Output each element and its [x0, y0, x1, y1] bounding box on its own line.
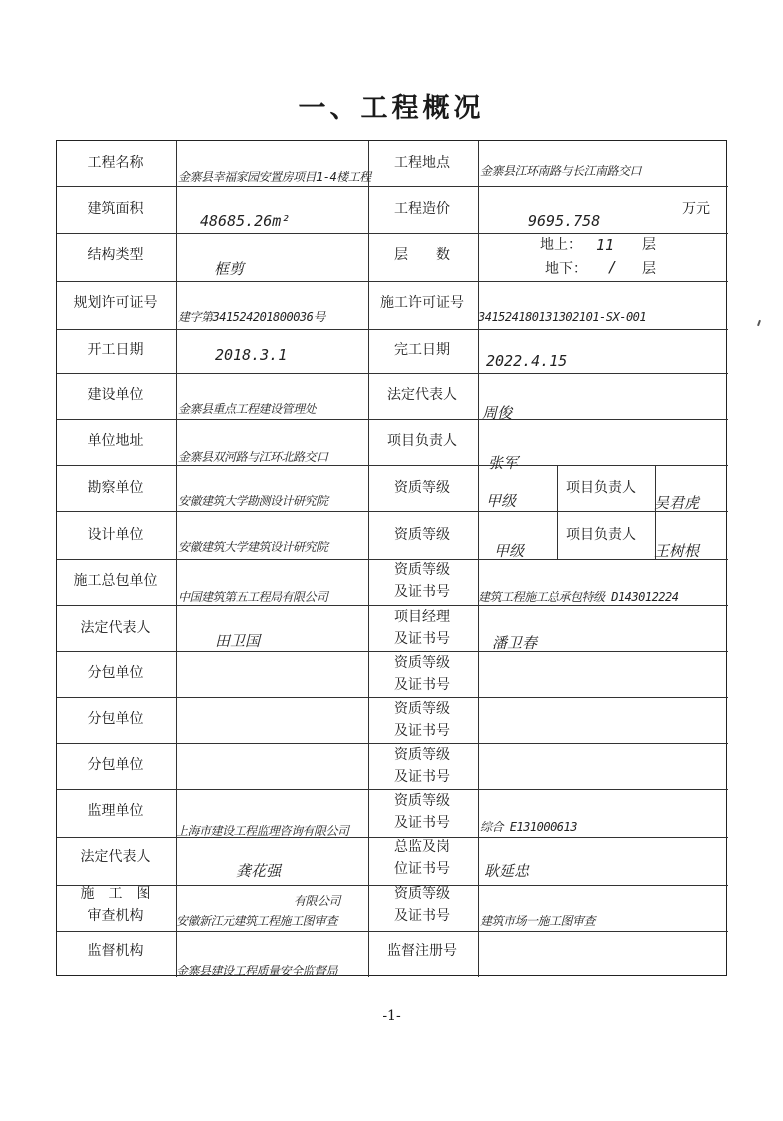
- value-location: 金寨县江环南路与长江南路交口: [480, 164, 642, 178]
- label-survey: 勘察单位: [87, 480, 144, 496]
- label-cost: 工程造价: [394, 201, 450, 217]
- value-gc-qual: 建筑工程施工总承包特级 D143012224: [478, 590, 679, 604]
- label-design-lead: 项目负责人: [566, 527, 636, 543]
- value-supervision-legal: 龚花强: [236, 862, 282, 880]
- label-pm-b: 及证书号: [394, 631, 450, 647]
- label-chief-b: 位证书号: [394, 861, 450, 877]
- label-sub1-qual-b: 及证书号: [394, 677, 450, 693]
- value-finish-date: 2022.4.15: [486, 352, 568, 370]
- floors-below-label: 地下：: [545, 261, 587, 277]
- value-survey-qual: 甲级: [486, 492, 517, 510]
- value-design-qual: 甲级: [494, 542, 525, 560]
- value-floor-area: 48685.26m²: [200, 212, 291, 230]
- label-monitor: 监督机构: [87, 943, 144, 959]
- value-planning-permit: 建字第341524201800036号: [178, 310, 325, 324]
- value-survey-lead: 吴君虎: [654, 494, 700, 512]
- cost-unit: 万元: [682, 201, 710, 217]
- label-sub3-qual-b: 及证书号: [394, 769, 450, 785]
- value-supervision: 上海市建设工程监理咨询有限公司: [176, 824, 349, 838]
- floors-above-value: 11: [596, 236, 615, 254]
- label-review-qual-a: 资质等级: [394, 886, 450, 902]
- value-sup-qual: 综合 E131000613: [480, 820, 577, 834]
- label-subcontractor-2: 分包单位: [87, 711, 144, 727]
- value-review-a: 有限公司: [294, 894, 341, 908]
- label-subcontractor-3: 分包单位: [87, 757, 144, 773]
- value-cost: 9695.758: [528, 212, 601, 230]
- label-project-name: 工程名称: [87, 155, 144, 171]
- value-monitor: 金寨县建设工程质量安全监督局: [176, 964, 338, 978]
- label-project-lead: 项目负责人: [387, 433, 457, 449]
- label-construction-permit: 施工许可证号: [380, 295, 464, 311]
- label-start-date: 开工日期: [87, 342, 144, 358]
- label-legal-rep: 法定代表人: [80, 620, 151, 636]
- value-survey: 安徽建筑大学勘测设计研究院: [178, 494, 328, 508]
- value-general-contractor: 中国建筑第五工程局有限公司: [178, 590, 328, 604]
- label-pm-a: 项目经理: [394, 609, 450, 625]
- label-design: 设计单位: [87, 527, 144, 543]
- label-design-qual: 资质等级: [394, 527, 450, 543]
- label-address: 单位地址: [87, 433, 144, 449]
- floors-above-label: 地上：: [540, 237, 582, 253]
- label-review-a: 施 工 图: [80, 886, 151, 902]
- label-floor-area: 建筑面积: [87, 201, 144, 217]
- label-sup-qual-b: 及证书号: [394, 815, 450, 831]
- label-planning-permit: 规划许可证号: [73, 295, 158, 311]
- value-project-name: 金寨县幸福家园安置房项目1-4楼工程: [178, 170, 371, 184]
- value-review-qual: 建筑市场一施工图审查: [480, 914, 596, 928]
- page-number: -1-: [382, 1008, 401, 1024]
- value-design-lead: 王树根: [654, 542, 700, 560]
- label-owner: 建设单位: [87, 387, 144, 403]
- label-sub3-qual-a: 资质等级: [394, 747, 450, 763]
- value-owner-legal: 周俊: [482, 404, 513, 422]
- label-floors: 层 数: [394, 247, 450, 263]
- label-sub2-qual-b: 及证书号: [394, 723, 450, 739]
- label-general-contractor: 施工总包单位: [73, 573, 158, 589]
- floors-above-unit: 层: [642, 237, 656, 253]
- label-review-b: 审查机构: [87, 908, 144, 924]
- value-design: 安徽建筑大学建筑设计研究院: [178, 540, 328, 554]
- value-address: 金寨县双河路与江环北路交口: [178, 450, 328, 464]
- value-review-b: 安徽新江元建筑工程施工图审查: [176, 914, 338, 928]
- label-survey-qual: 资质等级: [394, 480, 450, 496]
- value-project-lead: 张军: [488, 454, 519, 472]
- label-structure: 结构类型: [87, 247, 144, 263]
- label-gc-qual-a: 资质等级: [394, 562, 450, 578]
- label-review-qual-b: 及证书号: [394, 908, 450, 924]
- label-supervision-legal: 法定代表人: [80, 849, 151, 865]
- value-pm: 潘卫春: [492, 634, 538, 652]
- label-sub1-qual-a: 资质等级: [394, 655, 450, 671]
- value-construction-permit: 341524180131302101-SX-001: [478, 310, 647, 324]
- scan-mark: [757, 320, 761, 326]
- label-monitor-reg: 监督注册号: [387, 943, 457, 959]
- label-owner-legal: 法定代表人: [387, 387, 457, 403]
- value-legal-rep: 田卫国: [215, 632, 261, 650]
- page-title: 一、工程概况: [298, 93, 485, 124]
- value-chief: 耿延忠: [484, 862, 530, 880]
- label-chief-a: 总监及岗: [394, 839, 450, 855]
- value-start-date: 2018.3.1: [215, 346, 288, 364]
- floors-below-value: /: [608, 258, 618, 276]
- label-subcontractor-1: 分包单位: [87, 665, 144, 681]
- label-finish-date: 完工日期: [394, 342, 450, 358]
- label-supervision: 监理单位: [87, 803, 144, 819]
- label-location: 工程地点: [394, 155, 450, 171]
- label-sub2-qual-a: 资质等级: [394, 701, 450, 717]
- value-structure: 框剪: [214, 260, 245, 278]
- label-sup-qual-a: 资质等级: [394, 793, 450, 809]
- floors-below-unit: 层: [642, 261, 656, 277]
- value-owner: 金寨县重点工程建设管理处: [178, 402, 317, 416]
- label-gc-qual-b: 及证书号: [394, 584, 450, 600]
- label-survey-lead: 项目负责人: [566, 480, 636, 496]
